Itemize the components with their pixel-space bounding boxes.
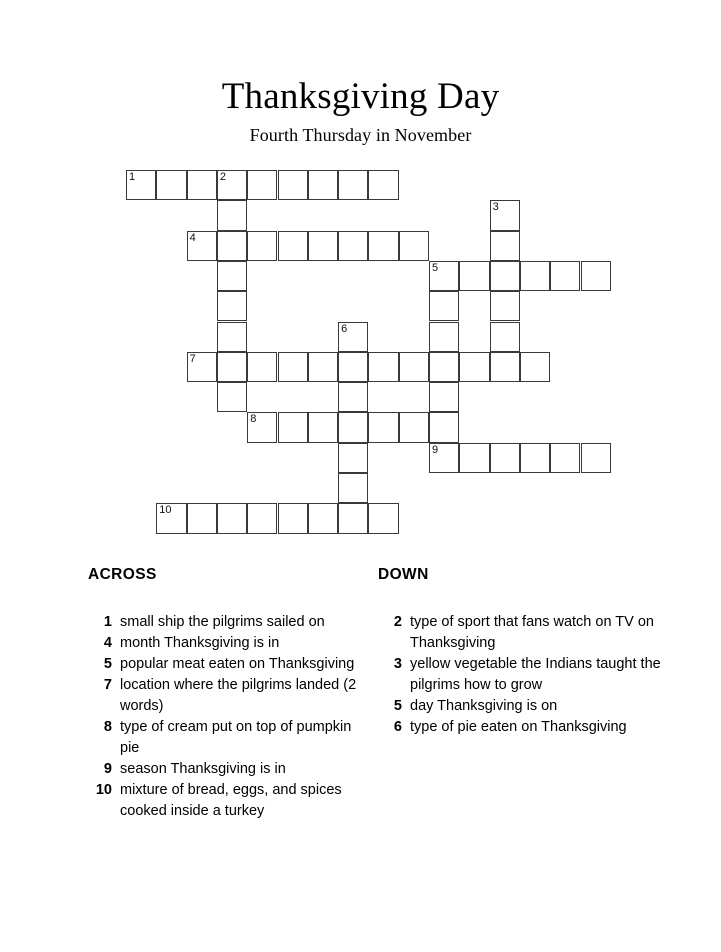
- crossword-cell[interactable]: [338, 382, 368, 412]
- crossword-cell[interactable]: [520, 443, 550, 473]
- crossword-cell-number: 2: [219, 171, 227, 183]
- page-title: Thanksgiving Day: [221, 76, 500, 117]
- crossword-cell[interactable]: [338, 473, 368, 503]
- crossword-cell[interactable]: [490, 261, 520, 291]
- crossword-cell[interactable]: [520, 352, 550, 382]
- crossword-cell[interactable]: [399, 412, 429, 442]
- crossword-cell[interactable]: [217, 261, 247, 291]
- clue-item-down-3[interactable]: [378, 654, 668, 696]
- crossword-cell-number: 9: [432, 443, 439, 456]
- crossword-cell[interactable]: [278, 352, 308, 382]
- crossword-cell[interactable]: [368, 352, 398, 382]
- clue-item-down-5[interactable]: [378, 696, 668, 717]
- crossword-cell[interactable]: [217, 352, 247, 382]
- crossword-cell[interactable]: [429, 291, 459, 321]
- clue-text: yellow vegetable the Indians taught the pilgrims how to grow: [410, 656, 661, 693]
- clue-text: type of sport that fans watch on TV on Thanksgiving: [410, 614, 654, 651]
- crossword-cell[interactable]: [459, 443, 489, 473]
- crossword-cell-number: 1: [129, 171, 136, 183]
- crossword-cell[interactable]: [247, 170, 277, 200]
- crossword-cell[interactable]: [429, 412, 459, 442]
- crossword-cell[interactable]: [520, 261, 550, 291]
- crossword-cell[interactable]: [308, 231, 338, 261]
- clues-section: [0, 566, 721, 866]
- crossword-cell-number: 3: [492, 201, 499, 214]
- crossword-cell[interactable]: [187, 231, 217, 261]
- crossword-cell[interactable]: [429, 352, 459, 382]
- clue-item-across-5[interactable]: [88, 654, 368, 675]
- crossword-cell[interactable]: [338, 503, 368, 533]
- across-heading: ACROSS: [88, 566, 157, 583]
- crossword-cell-number: 7: [189, 352, 196, 365]
- crossword-cell[interactable]: [247, 231, 277, 261]
- clue-text: day Thanksgiving is on: [410, 698, 558, 714]
- clue-item-down-6[interactable]: [378, 717, 668, 738]
- clue-item-across-1[interactable]: [88, 612, 368, 633]
- crossword-cell[interactable]: [338, 231, 368, 261]
- crossword-cell[interactable]: [126, 170, 156, 200]
- crossword-cell[interactable]: [399, 352, 429, 382]
- crossword-cell[interactable]: [308, 503, 338, 533]
- crossword-cell[interactable]: [338, 443, 368, 473]
- page-subtitle: Fourth Thursday in November: [249, 124, 472, 145]
- crossword-cell[interactable]: [581, 261, 611, 291]
- clue-text: season Thanksgiving is in: [120, 761, 286, 777]
- crossword-cell[interactable]: [368, 170, 398, 200]
- clue-text: location where the pilgrims landed (2 words): [120, 677, 357, 714]
- crossword-cell[interactable]: [156, 170, 186, 200]
- clue-item-across-10[interactable]: [88, 780, 368, 822]
- clue-number: 3: [393, 656, 402, 672]
- crossword-cell[interactable]: [429, 382, 459, 412]
- crossword-cell[interactable]: [490, 231, 520, 261]
- crossword-cell[interactable]: [429, 322, 459, 352]
- crossword-cell[interactable]: [217, 291, 247, 321]
- clue-item-across-8[interactable]: [88, 717, 368, 759]
- crossword-cell-number: 4: [189, 231, 196, 244]
- crossword-cell[interactable]: [490, 352, 520, 382]
- clue-number: 9: [103, 761, 112, 777]
- clue-item-down-2[interactable]: [378, 612, 668, 654]
- crossword-cell[interactable]: [490, 291, 520, 321]
- clue-number: 6: [393, 719, 402, 735]
- crossword-cell[interactable]: [459, 261, 489, 291]
- crossword-cell[interactable]: [490, 443, 520, 473]
- crossword-cell[interactable]: [247, 503, 277, 533]
- crossword-cell[interactable]: [308, 352, 338, 382]
- crossword-cell[interactable]: [550, 443, 580, 473]
- crossword-cell[interactable]: [278, 412, 308, 442]
- crossword-cell[interactable]: [187, 352, 217, 382]
- crossword-cell-number: 8: [250, 413, 257, 426]
- crossword-cell[interactable]: [550, 261, 580, 291]
- down-heading: DOWN: [378, 566, 429, 583]
- crossword-cell[interactable]: [217, 503, 247, 533]
- clue-text: mixture of bread, eggs, and spices cooked inside a turkey: [120, 782, 342, 819]
- clue-text: type of pie eaten on Thanksgiving: [410, 719, 627, 735]
- crossword-cell[interactable]: [490, 200, 520, 230]
- crossword-cell[interactable]: [217, 200, 247, 230]
- clue-number: 5: [103, 656, 112, 672]
- crossword-cell[interactable]: [459, 352, 489, 382]
- clue-text: type of cream put on top of pumpkin pie: [120, 719, 352, 756]
- crossword-cell[interactable]: [217, 170, 247, 200]
- crossword-cell-number: 5: [432, 261, 439, 274]
- crossword-cell[interactable]: [368, 231, 398, 261]
- crossword-cell[interactable]: [338, 412, 368, 442]
- across-clues-column: [88, 566, 368, 822]
- crossword-cell[interactable]: [308, 170, 338, 200]
- crossword-cell-number: 10: [159, 504, 172, 517]
- clue-number: 5: [393, 698, 402, 714]
- crossword-cell[interactable]: [581, 443, 611, 473]
- clue-number: 2: [393, 614, 402, 630]
- clue-number: 7: [103, 677, 112, 693]
- crossword-cell[interactable]: [187, 170, 217, 200]
- crossword-cell[interactable]: [368, 503, 398, 533]
- across-clue-list: [88, 612, 368, 822]
- down-clue-list: [378, 612, 668, 738]
- clue-item-across-4[interactable]: [88, 633, 368, 654]
- crossword-cell[interactable]: [278, 231, 308, 261]
- crossword-cell[interactable]: [217, 382, 247, 412]
- crossword-cell[interactable]: [217, 322, 247, 352]
- clue-text: small ship the pilgrims sailed on: [120, 614, 325, 630]
- crossword-cell[interactable]: [429, 261, 459, 291]
- clue-item-across-7[interactable]: [88, 675, 368, 717]
- crossword-cell[interactable]: [338, 352, 368, 382]
- crossword-cell[interactable]: [338, 322, 368, 352]
- crossword-cell[interactable]: [338, 170, 368, 200]
- crossword-cell[interactable]: [429, 443, 459, 473]
- clue-text: popular meat eaten on Thanksgiving: [120, 656, 355, 672]
- down-clues-column: [378, 566, 668, 738]
- clue-number: 8: [103, 719, 112, 735]
- clue-number: 10: [95, 782, 112, 798]
- clue-item-across-9[interactable]: [88, 759, 368, 780]
- crossword-cell[interactable]: [247, 352, 277, 382]
- crossword-cell[interactable]: [399, 231, 429, 261]
- crossword-cell[interactable]: [247, 412, 277, 442]
- clue-number: 1: [103, 614, 112, 630]
- clue-text: month Thanksgiving is in: [120, 635, 280, 651]
- crossword-cell[interactable]: [308, 412, 338, 442]
- crossword-cell[interactable]: [278, 170, 308, 200]
- crossword-cell[interactable]: [217, 231, 247, 261]
- crossword-cell[interactable]: [278, 503, 308, 533]
- crossword-cell[interactable]: [368, 412, 398, 442]
- clue-number: 4: [103, 635, 112, 651]
- crossword-cell-number: 6: [341, 322, 348, 335]
- crossword-cell[interactable]: [156, 503, 186, 533]
- crossword-cell[interactable]: [187, 503, 217, 533]
- crossword-cell[interactable]: [490, 322, 520, 352]
